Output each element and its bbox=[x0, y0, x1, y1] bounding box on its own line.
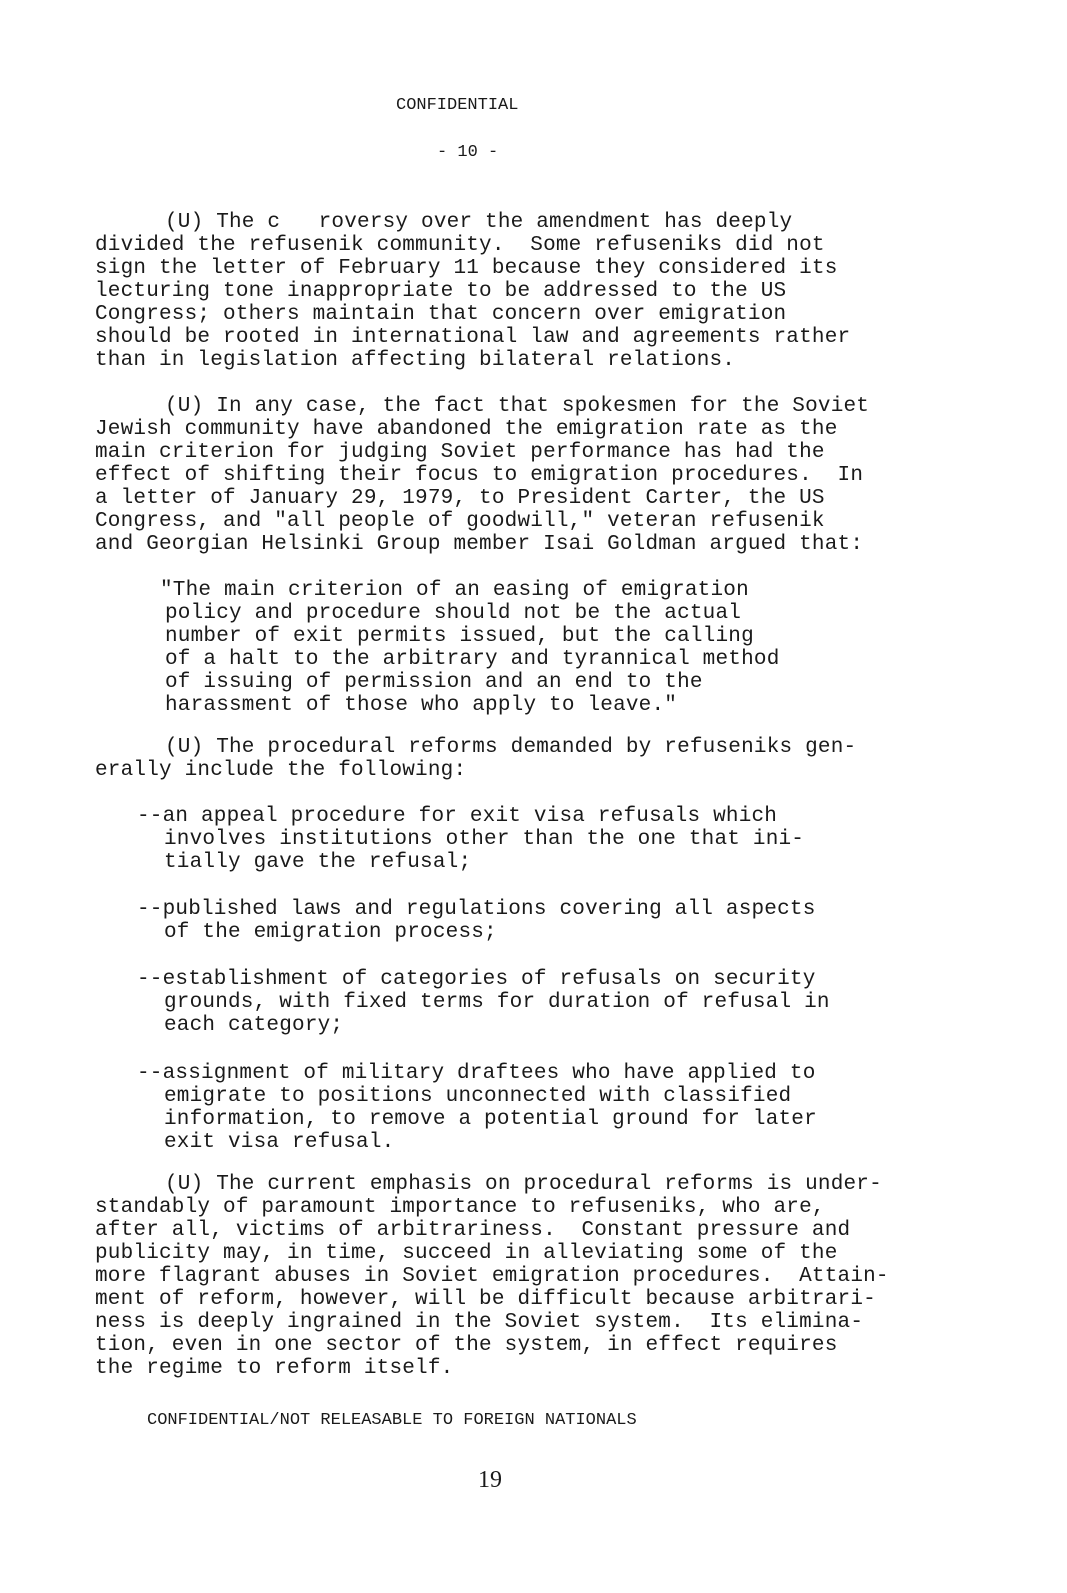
quote-line: policy and procedure should not be the actual bbox=[165, 602, 742, 625]
text-line: the regime to reform itself. bbox=[95, 1357, 454, 1380]
list-item-line: of the emigration process; bbox=[164, 921, 497, 944]
page-number: - 10 - bbox=[437, 143, 499, 162]
text-line: Congress; others maintain that concern over emigration bbox=[95, 303, 787, 326]
text-line: (U) The current emphasis on procedural reforms is under- bbox=[165, 1173, 882, 1196]
quote-line: of issuing of permission and an end to the bbox=[165, 671, 703, 694]
text-line: lecturing tone inappropriate to be addressed to the US bbox=[95, 280, 787, 303]
text-line: divided the refusenik community. Some refuseniks did not bbox=[95, 234, 825, 257]
text-line: Congress, and "all people of goodwill," veteran refusenik bbox=[95, 510, 825, 533]
text-line: more flagrant abuses in Soviet emigration procedures. Attain- bbox=[95, 1265, 889, 1288]
text-line: sign the letter of February 11 because they considered its bbox=[95, 257, 838, 280]
text-line: tion, even in one sector of the system, in effect requires bbox=[95, 1334, 838, 1357]
list-item-line: emigrate to positions unconnected with classified bbox=[164, 1085, 792, 1108]
text-line: after all, victims of arbitrariness. Constant pressure and bbox=[95, 1219, 851, 1242]
list-item-line: information, to remove a potential ground for later bbox=[164, 1108, 817, 1131]
text-line: should be rooted in international law and agreements rather bbox=[95, 326, 851, 349]
quote-line: of a halt to the arbitrary and tyrannical method bbox=[165, 648, 780, 671]
text-line: publicity may, in time, succeed in alleviating some of the bbox=[95, 1242, 838, 1265]
text-line: effect of shifting their focus to emigration procedures. In bbox=[95, 464, 864, 487]
text-line: and Georgian Helsinki Group member Isai Goldman argued that: bbox=[95, 533, 864, 556]
list-item-line: grounds, with fixed terms for duration of refusal in bbox=[164, 991, 830, 1014]
quote-line: harassment of those who apply to leave." bbox=[165, 694, 678, 717]
text-line: main criterion for judging Soviet performance has had the bbox=[95, 441, 825, 464]
list-item-line: --assignment of military draftees who have applied to bbox=[137, 1062, 816, 1085]
text-line: (U) The procedural reforms demanded by refuseniks gen- bbox=[165, 736, 857, 759]
text-line: (U) The c roversy over the amendment has deeply bbox=[165, 211, 793, 234]
text-line: ness is deeply ingrained in the Soviet system. Its elimina- bbox=[95, 1311, 864, 1334]
text-line: a letter of January 29, 1979, to President Carter, the US bbox=[95, 487, 825, 510]
text-line: ment of reform, however, will be difficult because arbitrari- bbox=[95, 1288, 876, 1311]
text-line: Jewish community have abandoned the emigration rate as the bbox=[95, 418, 838, 441]
text-line: standably of paramount importance to refuseniks, who are, bbox=[95, 1196, 825, 1219]
list-item-line: --an appeal procedure for exit visa refusals which bbox=[137, 805, 778, 828]
list-item-line: --published laws and regulations covering all aspects bbox=[137, 898, 816, 921]
quote-line: number of exit permits issued, but the calling bbox=[165, 625, 754, 648]
classification-footer: CONFIDENTIAL/NOT RELEASABLE TO FOREIGN NATIONALS bbox=[147, 1411, 637, 1430]
text-line: erally include the following: bbox=[95, 759, 467, 782]
list-item-line: tially gave the refusal; bbox=[164, 851, 472, 874]
list-item-line: --establishment of categories of refusals on security bbox=[137, 968, 816, 991]
list-item-line: involves institutions other than the one that ini- bbox=[164, 828, 805, 851]
folio-number: 19 bbox=[478, 1467, 502, 1493]
text-line: than in legislation affecting bilateral relations. bbox=[95, 349, 736, 372]
classification-header: CONFIDENTIAL bbox=[396, 96, 519, 115]
text-line: (U) In any case, the fact that spokesmen for the Soviet bbox=[165, 395, 870, 418]
list-item-line: exit visa refusal. bbox=[164, 1131, 395, 1154]
quote-line: "The main criterion of an easing of emigration bbox=[160, 579, 749, 602]
list-item-line: each category; bbox=[164, 1014, 344, 1037]
